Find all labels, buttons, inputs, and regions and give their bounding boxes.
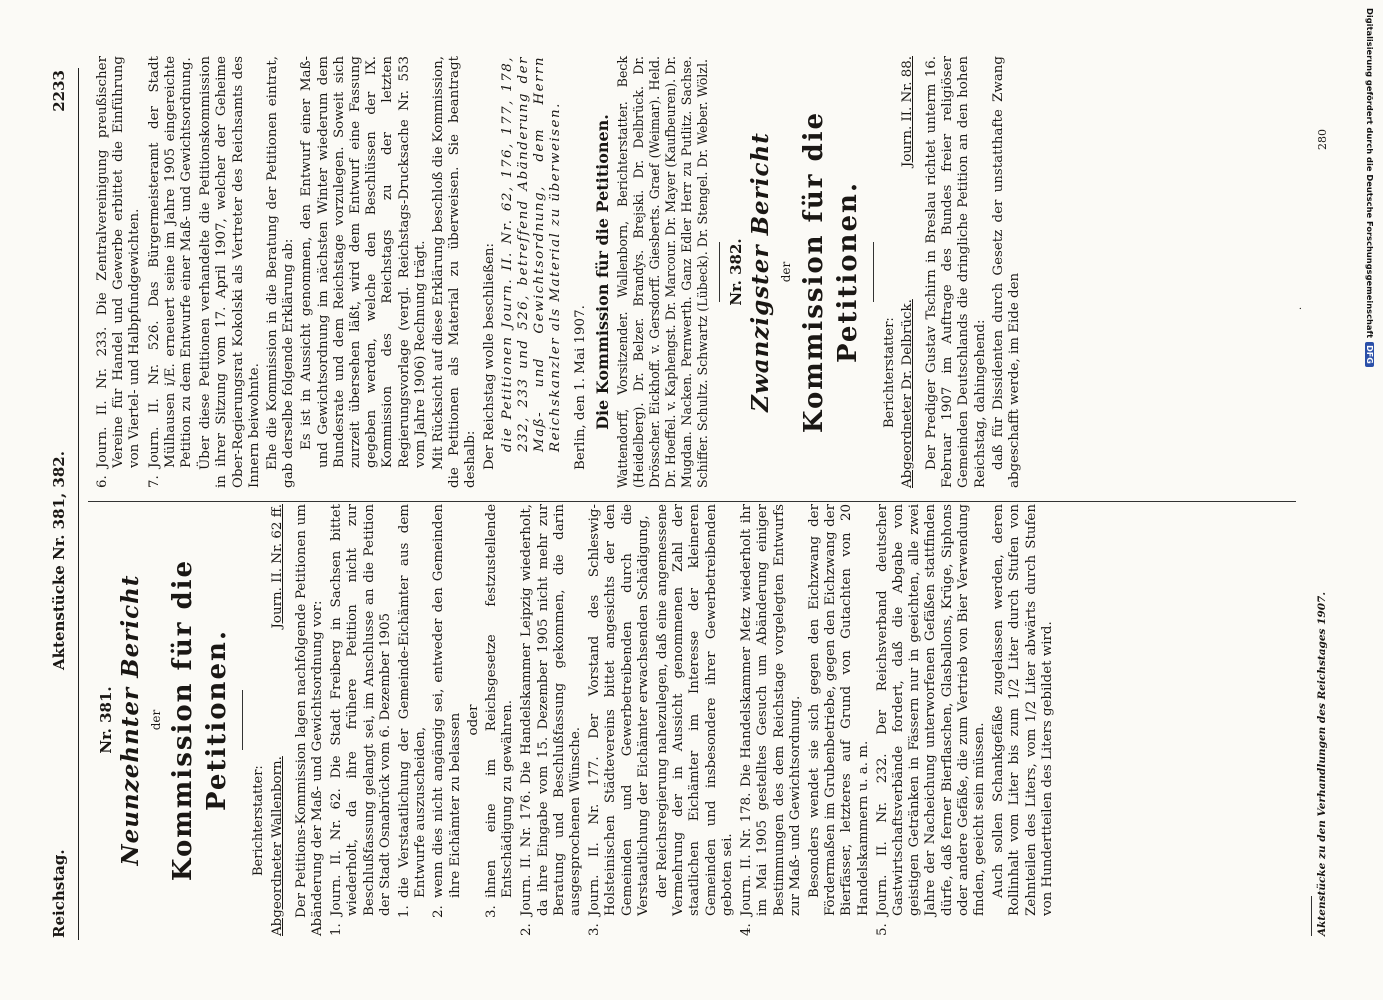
date-line: Berlin, den 1. Mai 1907. — [572, 305, 588, 470]
petition-item: 6. Journ. II. Nr. 233. Die Zentralvereinigung preußischer Vereine für Handel und Gewerbe erbittet die Einführung von Viertel- und Halbpfundgewichten. — [95, 56, 143, 488]
report-der: der — [779, 261, 794, 283]
petition-item: 2. Journ. II. Nr. 176. Die Handelskammer Leipzig wiederholt, da ihre Eingabe vom 15. Dezember 1905 nicht mehr zur Beratung und Beschlußfassung gekommen, die darin ausgesprochenen Wünsche. — [519, 504, 584, 936]
reporter-name: Abgeordneter Dr. Delbrück. — [899, 299, 915, 488]
petition-item: 7. Journ. II. Nr. 526. Das Bürgermeisteramt der Stadt Mülhausen i/E. erneuert seine im Jahre 1905 eingereichte Petition zu dem Entwurfe einer Maß- und Gewichtsordnung. — [146, 56, 195, 488]
left-column — [92, 504, 1058, 936]
page-number: 280 — [1316, 129, 1329, 150]
petition-subitem: 2. wenn dies nicht angängig sei, entweder den Gemeinden ihre Eichämter zu belassen — [431, 504, 463, 918]
report-number: Nr. 381. — [97, 686, 115, 754]
declaration-quote: Es ist in Aussicht genommen, den Entwurf einer Maß- und Gewichtsordnung im nächsten Winter wiederum dem Bundesrate und dem Reichstage vorzulegen. Soweit sich zurzeit übersehen läßt, wird dem Entwurf eine Fassung gegeben werden, welche den Beschlüssen der IX. Kommission des Reichstags zu der letzten Regierungsvorlage (vergl. Reichstags-Drucksache Nr. 553 vom Jahre 1906) Rechnung trägt. — [299, 56, 428, 468]
commission-title: Kommission für die Petitionen. — [798, 110, 863, 434]
dfg-logo: DFG — [1366, 342, 1375, 367]
commission-title: Kommission für die Petitionen. — [168, 558, 233, 882]
header-rule — [78, 68, 79, 940]
report-title: Neunzehnter Bericht — [117, 574, 145, 866]
petition-item: 5. Journ. II. Nr. 232. Der Reichsverband deutscher Gastwirtschaftsverbände fordert, daß die Abgabe von geistigen Getränken in Fässern nur in geeichten, alle zwei Jahre der Nacheichung unterworfenen Gefäßen stattfinden dürfe, daß ferner Bierflaschen, Glasballons, Krüge, Siphons oder andere Gefäße, die zum Vertrieb von Bier Verwendung finden, geeicht sein müssen. — [874, 504, 987, 936]
report-der: der — [149, 709, 164, 731]
print-mark: · — [1296, 306, 1307, 310]
petition-continuation: der Reichsregierung nahezulegen, daß eine angemessene Vermehrung der in Aussicht genommenen Zahl der staatlichen Eichämter im Interesse der kleineren Gemeinden und insbesondere ihrer Gewerbetreibenden geboten sei. — [655, 504, 735, 916]
petition-item: 3. Journ. II. Nr. 177. Der Vorstand des Schleswig-Holsteinischen Städtevereins bittet angesichts der den Gemeinden und Gewerbetreibenden durch die Verstaatlichung der Eichämter erwachsenden Schädigung, — [587, 504, 651, 936]
header-left: Reichstag. — [50, 849, 68, 938]
reporter-label: Berichterstatter: — [881, 317, 897, 428]
petition-continuation: Auch sollen Schankgefäße zugelassen werden, deren Rollinhalt vom Liter bis zum 1/2 Liter durch Stufen von Zehnteilen des Liters, vom 1/2 Liter abwärts durch Stufen von Hundertteilen des Liters gebildet wird. — [991, 504, 1055, 916]
header-center: Aktenstücke Nr. 381, 382. — [50, 451, 68, 670]
signature-title: Die Kommission für die Petitionen. — [592, 114, 612, 430]
paragraph: Der Reichstag wolle beschließen: — [481, 242, 497, 470]
petition-subitem: 3. ihnen eine im Reichsgesetze festzustellende Entschädigung zu gewähren. — [484, 504, 516, 918]
paragraph: daß für Dissidenten durch Gesetz der unstatthafte Zwang abgeschafft werde, im Eide den — [990, 56, 1022, 488]
reporter-row — [900, 56, 916, 488]
credit-text: Digitalisierung gefördert durch die Deutsche Forschungsgemeinschaft — [1365, 8, 1375, 339]
reporter-row — [270, 504, 286, 936]
journal-ref: Journ. II. Nr. 88. — [899, 56, 915, 168]
petition-continuation: Besonders wendet sie sich gegen den Eichzwang der Fördermaßen im Grubenbetriebe, gegen den Eichzwang der Bierfässer, letzteres auf Grund von Gutachten von 20 Handelskammern u. a. m. — [806, 504, 871, 916]
report-number: Nr. 382. — [727, 238, 746, 306]
reporter-label: Berichterstatter: — [251, 765, 267, 876]
reporter-name: Abgeordneter Wallenborn. — [269, 756, 285, 936]
right-column — [92, 56, 1025, 488]
paragraph: Ehe die Kommission in die Beratung der Petitionen eintrat, gab derselbe folgende Erklärung ab: — [265, 56, 297, 488]
divider — [242, 690, 243, 750]
paragraph: Der Prediger Gustav Tschirn in Breslau richtet unterm 16. Februar 1907 im Auftrage des Bundes freier religiöser Gemeinden Deutschlands die dringliche Petition an den hohen Reichstag, dahingehend: — [923, 56, 988, 488]
commission-members: Wattendorff, Vorsitzender. Wallenborn, Berichterstatter. Beck (Heidelberg). Dr. Belzer. Brandys. Brejski. Dr. Delbrück. Dr. Drösscher. Eickhoff. v. Gersdorff. Giesberts. Graef (Weimar). Held. Dr. Hoeffel. v. Kaphengst. Dr. Marcour. Dr. Mayer (Kaufbeuren). Dr. Mugdan. Nacken. Pernwerth. Ganz Edler Herr zu Putlitz. Sachse. Schiffer. Schultz. Schwartz (Lübeck). Dr. Stengel. Dr. Weber. Wölzl. — [615, 56, 711, 488]
divider — [719, 242, 720, 302]
header-page-number: 2233 — [50, 70, 68, 112]
petition-subitem: 1. die Verstaatlichung der Gemeinde-Eichämter aus dem Entwurfe auszuscheiden, — [397, 504, 429, 918]
paragraph: Über diese Petitionen verhandelte die Petitionskommission in ihrer Sitzung vom 17. April 1907, welcher der Geheime Ober-Regierungsrat Kokolski als Vertreter des Reichsamts des Innern beiwohnte. — [198, 56, 262, 488]
resolution-text: die Petitionen Journ. II. Nr. 62, 176, 177, 178, 232, 233 und 526, betreffend Abänderung der Maß- und Gewichtsordnung, dem Herrn Reichskanzler als Material zu überweisen. — [499, 56, 564, 452]
footnote-rule — [1311, 896, 1312, 936]
intro-paragraph: Der Petitions-Kommission lagen nachfolgende Petitionen um Abänderung der Maß- und Gewichtsordnung vor: — [293, 504, 326, 936]
petition-item: 1. Journ. II. Nr. 62. Die Stadt Freiberg in Sachsen bittet wiederholt, da ihre frühere Petition nicht zur Beschlußfassung gelangt sei, im Anschlusse an die Petition der Stadt Osnabrück vom 6. Dezember 1905 — [329, 504, 393, 936]
journal-ref: Journ. II. Nr. 62 ff. — [269, 504, 285, 629]
divider — [873, 242, 874, 302]
column-divider — [88, 501, 1296, 502]
petition-item: 4. Journ. II. Nr. 178. Die Handelskammer Metz wiederholt ihr im Mai 1905 gestelltes Gesuch um Abänderung einiger Bestimmungen des dem Reichstage vorgelegten Entwurfs zur Maß- und Gewichtsordnung. — [739, 504, 803, 936]
oder-text: oder — [465, 704, 481, 736]
report-title: Zwanzigster Bericht — [747, 132, 775, 412]
paragraph: Mit Rücksicht auf diese Erklärung beschloß die Kommission, die Petitionen als Material zu überweisen. Sie beantragt deshalb: — [431, 56, 479, 488]
footnote: Aktenstücke zu den Verhandlungen des Reichstages 1907. — [1316, 592, 1328, 936]
digitization-credit — [1362, 8, 1383, 992]
